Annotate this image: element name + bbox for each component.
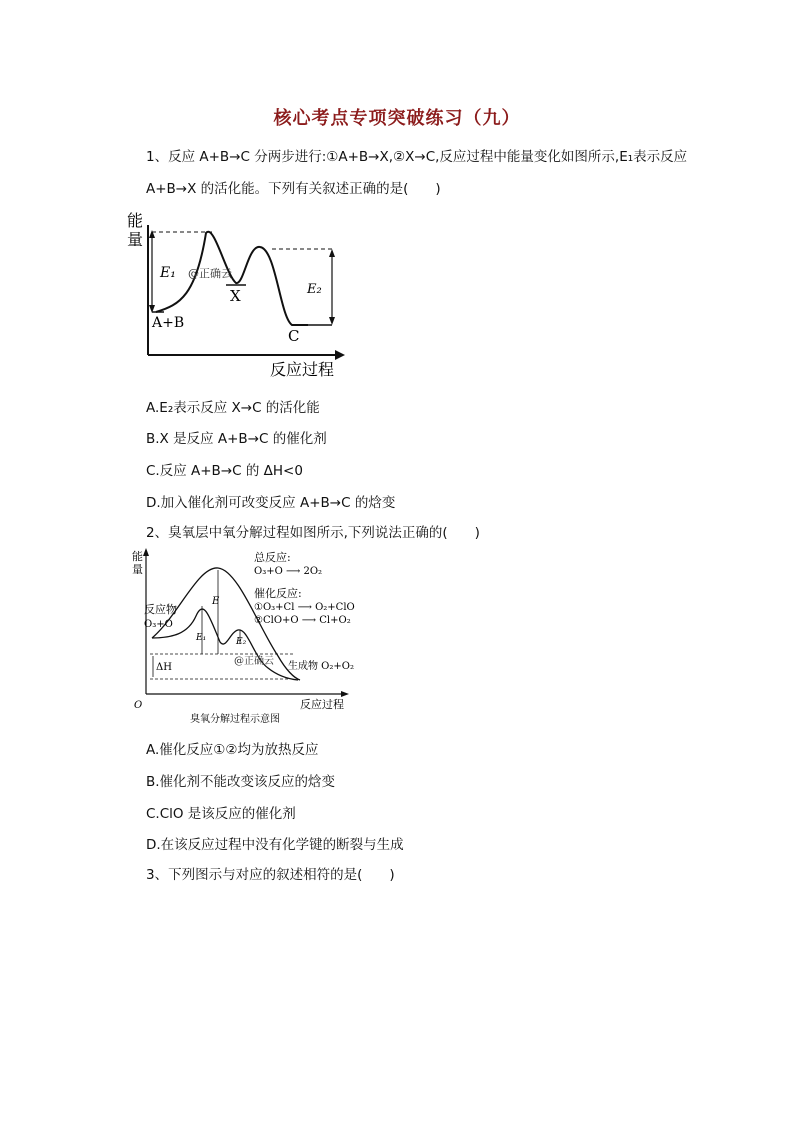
y-label-1: 能 (127, 211, 144, 230)
dh-label: ΔH (156, 662, 172, 673)
question-2-option-d: D.在该反应过程中没有化学键的断裂与生成 (146, 837, 404, 853)
catalytic-reaction-label: 催化反应: (254, 587, 302, 600)
e2-label: E₂ (307, 282, 322, 297)
origin-label: O (134, 700, 143, 711)
total-reaction-label: 总反应: (254, 551, 291, 564)
ab-label: A+B (152, 315, 185, 331)
y-label-1: 能 (132, 550, 143, 563)
figure-caption: 臭氧分解过程示意图 (190, 714, 280, 725)
c-label: C (288, 327, 300, 345)
x-axis-arrow (335, 350, 345, 360)
product-label: 生成物 O₂+O₂ (288, 661, 354, 672)
question-1-option-c: C.反应 A+B→C 的 ΔH<0 (146, 463, 303, 479)
question-1-option-d: D.加入催化剂可改变反应 A+B→C 的焓变 (146, 495, 396, 511)
question-2-option-a: A.催化反应①②均为放热反应 (146, 742, 319, 758)
watermark: @正确云 (188, 267, 232, 280)
reactant-formula: O₃+O (144, 619, 173, 630)
question-2-option-b: B.催化剂不能改变该反应的焓变 (146, 774, 336, 790)
e1-label: E₁ (160, 265, 176, 281)
figure-2-ozone-diagram (128, 546, 368, 728)
question-3-stem: 3、下列图示与对应的叙述相符的是( ) (146, 867, 395, 883)
x-axis-label: 反应过程 (270, 360, 335, 379)
e-label: E (212, 596, 220, 607)
reactant-label: 反应物 (144, 603, 177, 616)
e1-label: E₁ (196, 633, 207, 643)
energy-curve (156, 232, 308, 325)
figure-1-energy-diagram (127, 205, 360, 380)
watermark: @正确云 (234, 656, 274, 667)
question-2-option-c: C.ClO 是该反应的催化剂 (146, 806, 296, 822)
question-2-stem: 2、臭氧层中氧分解过程如图所示,下列说法正确的( ) (146, 525, 480, 541)
question-1-stem-line-1: 1、反应 A+B→C 分两步进行:①A+B→X,②X→C,反应过程中能量变化如图所示,E₁表示反应 (146, 149, 688, 165)
catalytic-equation-2: ②ClO+O ⟶ Cl+O₂ (254, 615, 351, 626)
page-title: 核心考点专项突破练习（九） (273, 108, 521, 129)
x-axis-label: 反应过程 (300, 698, 344, 711)
y-label-2: 量 (127, 230, 144, 249)
catalytic-equation-1: ①O₃+Cl ⟶ O₂+ClO (254, 602, 355, 613)
y-label-2: 量 (132, 563, 143, 576)
e2-label: E₂ (236, 637, 247, 647)
question-1-stem-line-2: A+B→X 的活化能。下列有关叙述正确的是( ) (146, 181, 441, 197)
total-reaction-equation: O₃+O ⟶ 2O₂ (254, 566, 323, 577)
question-1-option-b: B.X 是反应 A+B→C 的催化剂 (146, 431, 327, 447)
question-1-option-a: A.E₂表示反应 X→C 的活化能 (146, 400, 320, 416)
x-label: X (230, 287, 241, 305)
